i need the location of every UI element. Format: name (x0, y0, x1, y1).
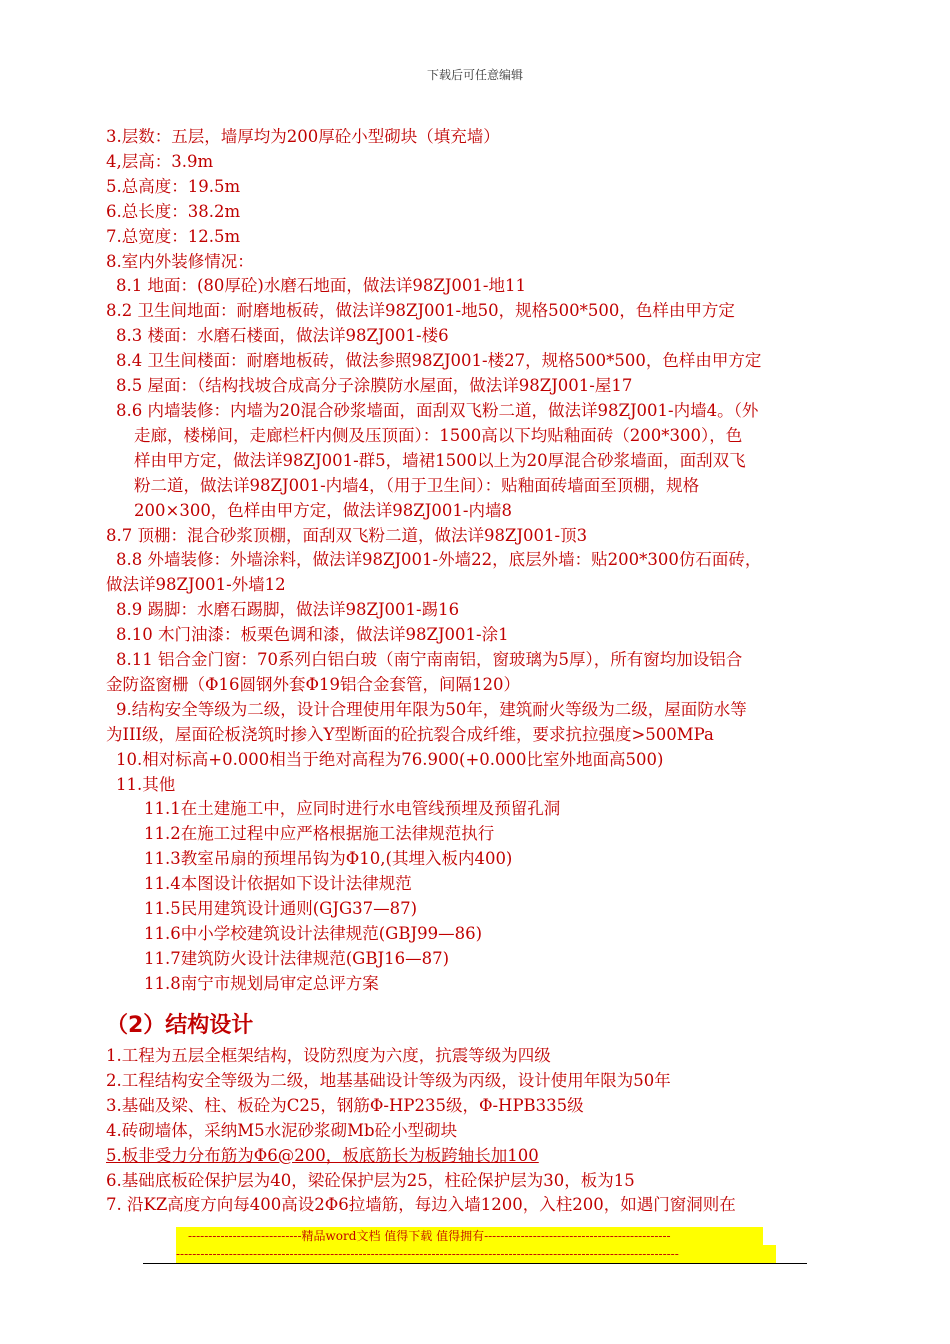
note-line: 8.9 踢脚：水磨石踢脚，做法详98ZJ001-踢16 (116, 600, 460, 620)
note-line: 做法详98ZJ001-外墙12 (106, 575, 286, 595)
note-line: 11.其他 (116, 774, 176, 794)
note-line: 11.5民用建筑设计通则(GJG37—87) (144, 899, 418, 919)
note-line: 为III级，屋面砼板浇筑时掺入Y型断面的砼抗裂合成纤维，要求抗拉强度>500MPa (106, 724, 714, 744)
note-line: 8.6 内墙装修：内墙为20混合砂浆墙面，面刮双飞粉二道，做法详98ZJ001-内墙4。（外 (116, 400, 759, 420)
structure-line: 2.工程结构安全等级为二级，地基基础设计等级为丙级，设计使用年限为50年 (106, 1070, 671, 1090)
note-line: 6.总长度：38.2m (106, 201, 241, 221)
structure-notes (106, 1044, 854, 1218)
note-line: 8.2 卫生间地面：耐磨地板砖，做法详98ZJ001-地50，规格500*500，色样由甲方定 (106, 301, 735, 321)
note-line: 8.10 木门油漆：板栗色调和漆，做法详98ZJ001-涂1 (116, 625, 509, 645)
note-line: 9.结构安全等级为二级，设计合理使用年限为50年，建筑耐火等级为二级，屋面防水等 (116, 699, 747, 719)
note-line: 10.相对标高+0.000相当于绝对高程为76.900(+0.000比室外地面高500) (116, 749, 664, 769)
note-line: 8.1 地面：(80厚砼)水磨石地面，做法详98ZJ001-地11 (116, 276, 526, 296)
note-line: 11.3教室吊扇的预埋吊钩为Φ10,(其埋入板内400) (144, 849, 513, 869)
design-notes (106, 125, 854, 997)
note-line: 5.总高度：19.5m (106, 176, 241, 196)
note-line: 8.8 外墙装修：外墙涂料，做法详98ZJ001-外墙22，底层外墙：贴200*300仿石面砖， (116, 550, 762, 570)
note-line: 8.7 顶棚：混合砂浆顶棚，面刮双飞粉二道，做法详98ZJ001-顶3 (106, 525, 588, 545)
section-heading: （2）结构设计 (106, 1013, 254, 1038)
note-line: 样由甲方定，做法详98ZJ001-群5，墙裙1500以上为20厚混合砂浆墙面，面刮双飞 (134, 450, 746, 470)
structure-line: 1.工程为五层全框架结构，设防烈度为六度，抗震等级为四级 (106, 1046, 551, 1065)
footer-line: ----------------------------精品word文档 值得下载 值得拥有---------------------------------------------- (176, 1227, 763, 1245)
structure-line: 7. 沿KZ高度方向每400高设2Φ6拉墙筋，每边入墙1200，入柱200，如遇门窗洞则在 (106, 1195, 736, 1215)
note-line: 200×300，色样由甲方定，做法详98ZJ001-内墙8 (134, 500, 512, 520)
note-line: 11.4本图设计依据如下设计法律规范 (144, 874, 412, 894)
note-line: 3.层数：五层，墙厚均为200厚砼小型砌块（填充墙） (106, 127, 500, 146)
note-line: 8.5 屋面：（结构找坡合成高分子涂膜防水屋面，做法详98ZJ001-屋17 (116, 376, 633, 396)
note-line: 11.6中小学校建筑设计法律规范(GBJ99—86) (144, 924, 483, 943)
note-line: 走廊，楼梯间，走廊栏杆内侧及压顶面）：1500高以下均贴釉面砖（200*300），色 (134, 425, 743, 445)
structure-line: 6.基础底板砼保护层为40，梁砼保护层为25，柱砼保护层为30，板为15 (106, 1170, 635, 1190)
structure-line: 5.板非受力分布筋为Φ6@200，板底筋长为板跨轴长加100 (106, 1145, 539, 1165)
note-line: 8.11 铝合金门窗：70系列白铝白玻（南宁南南铝，窗玻璃为5厚），所有窗均加设铝合 (116, 650, 743, 670)
note-line: 11.7建筑防火设计法律规范(GBJ16—87) (144, 948, 450, 968)
note-line: 金防盗窗栅（Φ16圆钢外套Φ19铝合金套管，间隔120） (106, 674, 521, 694)
footer-rule (143, 1263, 807, 1264)
note-line: 8.室内外装修情况： (106, 251, 254, 271)
page-header: 下载后可任意编辑 (426, 68, 523, 82)
structure-line: 3.基础及梁、柱、板砼为C25，钢筋Φ-HP235级，Φ-HPB335级 (106, 1095, 584, 1115)
note-line: 8.4 卫生间楼面：耐磨地板砖，做法参照98ZJ001-楼27，规格500*500，色样由甲方定 (116, 351, 762, 371)
structure-line: 4.砖砌墙体，采纳M5水泥砂浆砌Mb砼小型砌块 (106, 1120, 458, 1140)
footer-line: ---------------------------------------------------------------------------------------------------------------------------- (176, 1245, 776, 1263)
note-line: 8.3 楼面：水磨石楼面，做法详98ZJ001-楼6 (116, 326, 449, 346)
note-line: 11.8南宁市规划局审定总评方案 (144, 973, 379, 993)
note-line: 11.2在施工过程中应严格根据施工法律规范执行 (144, 824, 495, 844)
note-line: 粉二道，做法详98ZJ001-内墙4，（用于卫生间）：贴釉面砖墙面至顶棚，规格 (134, 475, 700, 495)
note-line: 11.1在土建施工中，应同时进行水电管线预埋及预留孔洞 (144, 799, 561, 819)
note-line: 4,层高：3.9m (106, 151, 214, 171)
note-line: 7.总宽度：12.5m (106, 226, 241, 246)
footer-banner (176, 1227, 776, 1263)
